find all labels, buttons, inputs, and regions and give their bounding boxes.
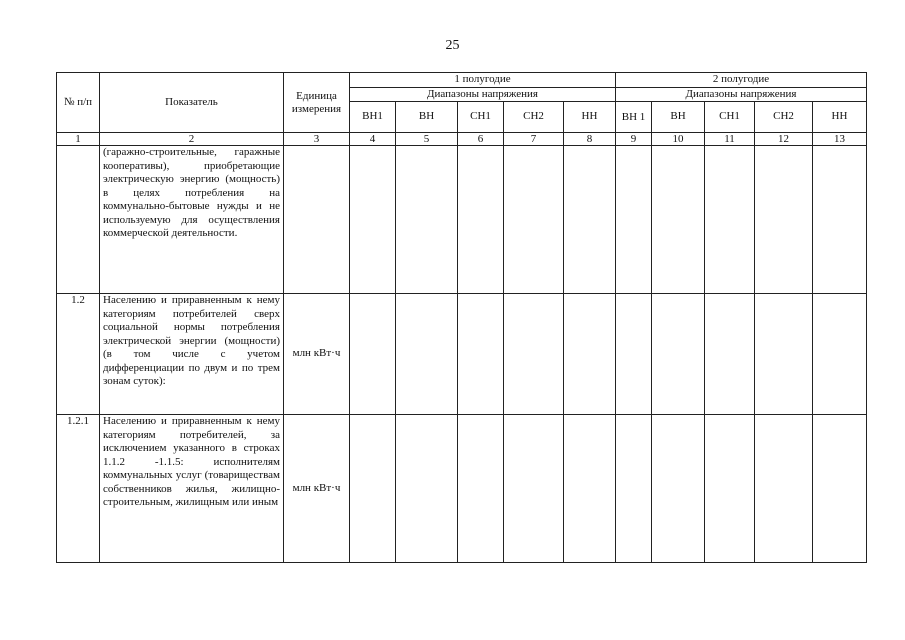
table-row — [57, 146, 867, 294]
header-level-1-1: ВН1 — [350, 102, 396, 133]
value-cell — [705, 294, 755, 415]
column-number: 11 — [705, 133, 755, 146]
row-number — [57, 146, 100, 294]
header-level-1-3: СН1 — [458, 102, 504, 133]
value-cell — [396, 415, 458, 563]
column-number: 12 — [755, 133, 813, 146]
page-number: 25 — [445, 38, 460, 53]
value-cell — [755, 415, 813, 563]
header-half-1: 1 полугодие — [350, 73, 616, 88]
header-ranges-2: Диапазоны напряжения — [616, 87, 867, 102]
value-cell — [705, 146, 755, 294]
value-cell — [564, 146, 616, 294]
value-cell — [755, 294, 813, 415]
value-cell — [350, 415, 396, 563]
row-indicator: Населению и приравненным к нему категориям потребителей сверх социальной нормы потребления электрической энергии (мощности) (в том числе с учетом дифференциации по двум и по трем зонам суток): — [100, 294, 284, 415]
header-level-2-1: ВН 1 — [616, 102, 652, 133]
value-cell — [564, 294, 616, 415]
header-unit: Единица измерения — [284, 73, 350, 133]
row-unit — [284, 146, 350, 294]
header-level-1-2: ВН — [396, 102, 458, 133]
header-level-2-2: ВН — [652, 102, 705, 133]
value-cell — [350, 146, 396, 294]
row-number: 1.2.1 — [57, 415, 100, 563]
column-number: 4 — [350, 133, 396, 146]
column-number: 6 — [458, 133, 504, 146]
header-level-2-5: НН — [813, 102, 867, 133]
value-cell — [813, 294, 867, 415]
value-cell — [813, 415, 867, 563]
header-half-2: 2 полугодие — [616, 73, 867, 88]
value-cell — [396, 146, 458, 294]
row-unit: млн кВт·ч — [284, 294, 350, 415]
value-cell — [458, 146, 504, 294]
column-number-row — [57, 133, 867, 146]
column-number: 8 — [564, 133, 616, 146]
table-row — [57, 294, 867, 415]
header-level-2-3: СН1 — [705, 102, 755, 133]
value-cell — [652, 415, 705, 563]
value-cell — [652, 294, 705, 415]
column-number: 13 — [813, 133, 867, 146]
column-number: 5 — [396, 133, 458, 146]
value-cell — [504, 294, 564, 415]
value-cell — [458, 415, 504, 563]
value-cell — [813, 146, 867, 294]
row-indicator: (гаражно-строительные, гаражные кооперативы), приобретающие электрическую энергию (мощность) в целях потребления на коммунально-бытовые нужды и не используемую для осуществления коммерческой деятельности. — [100, 146, 284, 294]
column-number: 9 — [616, 133, 652, 146]
value-cell — [396, 294, 458, 415]
value-cell — [755, 146, 813, 294]
value-cell — [504, 146, 564, 294]
header-row-number: № п/п — [57, 73, 100, 133]
table-row — [57, 415, 867, 563]
column-number: 10 — [652, 133, 705, 146]
value-cell — [616, 146, 652, 294]
value-cell — [564, 415, 616, 563]
value-cell — [458, 294, 504, 415]
header-level-2-4: СН2 — [755, 102, 813, 133]
row-number: 1.2 — [57, 294, 100, 415]
header-ranges-1: Диапазоны напряжения — [350, 87, 616, 102]
header-level-1-5: НН — [564, 102, 616, 133]
value-cell — [504, 415, 564, 563]
column-number: 2 — [100, 133, 284, 146]
value-cell — [350, 294, 396, 415]
column-number: 3 — [284, 133, 350, 146]
row-indicator: Населению и приравненным к нему категориям потребителей, за исключением указанного в строках 1.1.2 -1.1.5: исполнителям коммунальных услуг (товариществам собственников жилья, жилищно-строительным, жилищным или иным — [100, 415, 284, 563]
header-indicator: Показатель — [100, 73, 284, 133]
voltage-report-table — [56, 72, 867, 563]
value-cell — [705, 415, 755, 563]
column-number: 1 — [57, 133, 100, 146]
column-number: 7 — [504, 133, 564, 146]
value-cell — [616, 294, 652, 415]
header-level-1-4: СН2 — [504, 102, 564, 133]
value-cell — [652, 146, 705, 294]
row-unit: млн кВт·ч — [284, 415, 350, 563]
value-cell — [616, 415, 652, 563]
